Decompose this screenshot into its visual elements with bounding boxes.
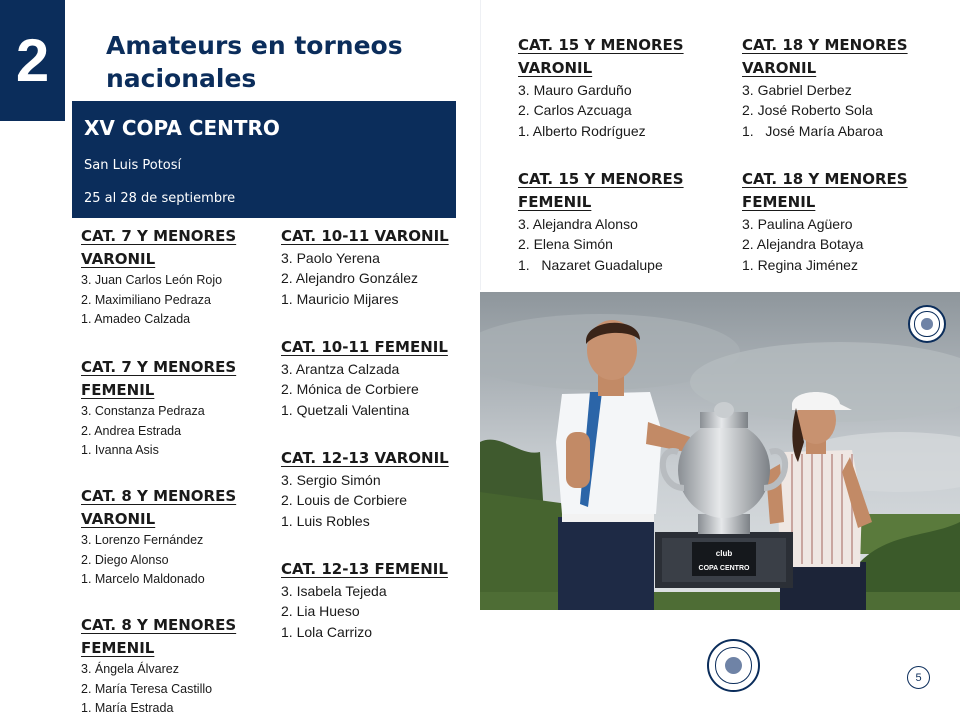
results-list xyxy=(81,402,281,461)
section-title: Amateurs en torneos nacionales xyxy=(106,31,403,93)
category-block xyxy=(81,485,281,590)
winners-photo-illustration xyxy=(480,292,960,610)
result-item: 3. Ángela Álvarez xyxy=(81,662,179,676)
event-header xyxy=(72,101,456,218)
result-item: 1. Quetzali Valentina xyxy=(281,401,410,418)
result-item: 2. Alejandra Botaya xyxy=(742,236,864,253)
result-item: 3. Isabela Tejeda xyxy=(281,583,387,599)
category-title: CAT. 12-13 FEMENIL xyxy=(281,560,448,578)
category-block xyxy=(281,447,481,531)
result-item: 1. Marcelo Maldonado xyxy=(81,572,205,586)
boy-trousers xyxy=(558,517,654,610)
results-list xyxy=(81,660,281,719)
result-item: 1. Amadeo Calzada xyxy=(81,312,191,326)
result-item: 3. Lorenzo Fernández xyxy=(81,533,204,547)
results-list xyxy=(742,80,942,141)
results-list xyxy=(518,214,718,275)
page-number: 5 xyxy=(907,666,930,689)
result-item: 2. Carlos Azcuaga xyxy=(518,102,632,119)
result-item: 2. Alejandro González xyxy=(281,270,418,287)
result-item: 3. Paulina Agüero xyxy=(742,216,853,232)
category-block xyxy=(281,336,481,420)
category-title: CAT. 7 Y MENORES VARONIL xyxy=(81,227,237,268)
event-dates: 25 al 28 de septiembre xyxy=(84,191,236,206)
result-item: 1. Regina Jiménez xyxy=(742,256,858,273)
category-block xyxy=(281,558,481,642)
results-list xyxy=(518,80,718,141)
result-item: 1. Ivanna Asis xyxy=(81,443,159,457)
result-item: 3. Gabriel Derbez xyxy=(742,82,852,98)
category-title: CAT. 15 Y MENORES VARONIL xyxy=(518,36,684,77)
result-item: 2. Elena Simón xyxy=(518,236,613,253)
category-title: CAT. 12-13 VARONIL xyxy=(281,449,449,467)
category-title: CAT. 8 Y MENORES FEMENIL xyxy=(81,616,237,657)
result-item: 1. Nazaret Guadalupe xyxy=(518,256,663,273)
result-item: 3. Alejandra Alonso xyxy=(518,216,638,232)
result-item: 1. José María Abaroa xyxy=(742,122,883,139)
result-item: 3. Mauro Garduño xyxy=(518,82,632,98)
event-location: San Luis Potosí xyxy=(84,158,182,173)
trophy-plaque-text: COPA CENTRO xyxy=(698,565,750,572)
results-list xyxy=(742,214,942,275)
category-block xyxy=(81,614,281,719)
category-title: CAT. 7 Y MENORES FEMENIL xyxy=(81,358,237,399)
result-item: 1. María Estrada xyxy=(81,701,174,715)
result-item: 1. Luis Robles xyxy=(281,512,370,529)
result-item: 1. Alberto Rodríguez xyxy=(518,122,646,139)
results-list xyxy=(281,359,481,420)
results-list xyxy=(81,271,281,330)
result-item: 2. Maximiliano Pedraza xyxy=(81,292,211,307)
grass xyxy=(480,592,960,610)
result-item: 3. Juan Carlos León Rojo xyxy=(81,273,223,287)
results-list xyxy=(281,248,481,309)
trophy-finial xyxy=(714,402,734,418)
result-item: 2. Diego Alonso xyxy=(81,552,169,567)
category-title: CAT. 10-11 VARONIL xyxy=(281,227,449,245)
result-item: 2. José Roberto Sola xyxy=(742,102,873,119)
federation-seal-icon xyxy=(908,305,946,343)
section-number: 2 xyxy=(0,0,65,121)
category-block xyxy=(518,34,718,141)
result-item: 2. Mónica de Corbiere xyxy=(281,381,419,398)
federation-seal-icon xyxy=(707,639,760,692)
trophy-logo: club xyxy=(715,549,733,558)
result-item: 2. Louis de Corbiere xyxy=(281,492,408,509)
result-item: 3. Arantza Calzada xyxy=(281,361,400,377)
result-item: 2. Lia Hueso xyxy=(281,603,360,620)
results-list xyxy=(81,531,281,590)
category-block xyxy=(281,225,481,309)
category-title: CAT. 8 Y MENORES VARONIL xyxy=(81,487,237,528)
event-title: XV COPA CENTRO xyxy=(84,116,280,140)
result-item: 3. Sergio Simón xyxy=(281,472,381,488)
category-block xyxy=(81,356,281,461)
results-list xyxy=(281,581,481,642)
trophy-cup xyxy=(678,422,770,518)
result-item: 2. María Teresa Castillo xyxy=(81,681,213,696)
boy-arm xyxy=(566,432,590,488)
category-title: CAT. 15 Y MENORES FEMENIL xyxy=(518,170,684,211)
result-item: 3. Constanza Pedraza xyxy=(81,404,205,418)
result-item: 2. Andrea Estrada xyxy=(81,423,182,438)
result-item: 1. Lola Carrizo xyxy=(281,623,373,640)
winners-photo xyxy=(480,292,960,610)
category-block xyxy=(742,34,942,141)
category-block xyxy=(742,168,942,275)
category-title: CAT. 10-11 FEMENIL xyxy=(281,338,448,356)
results-list xyxy=(281,470,481,531)
category-block xyxy=(518,168,718,275)
result-item: 1. Mauricio Mijares xyxy=(281,290,399,307)
result-item: 3. Paolo Yerena xyxy=(281,250,380,266)
category-title: CAT. 18 Y MENORES VARONIL xyxy=(742,36,908,77)
category-title: CAT. 18 Y MENORES FEMENIL xyxy=(742,170,908,211)
category-block xyxy=(81,225,281,330)
